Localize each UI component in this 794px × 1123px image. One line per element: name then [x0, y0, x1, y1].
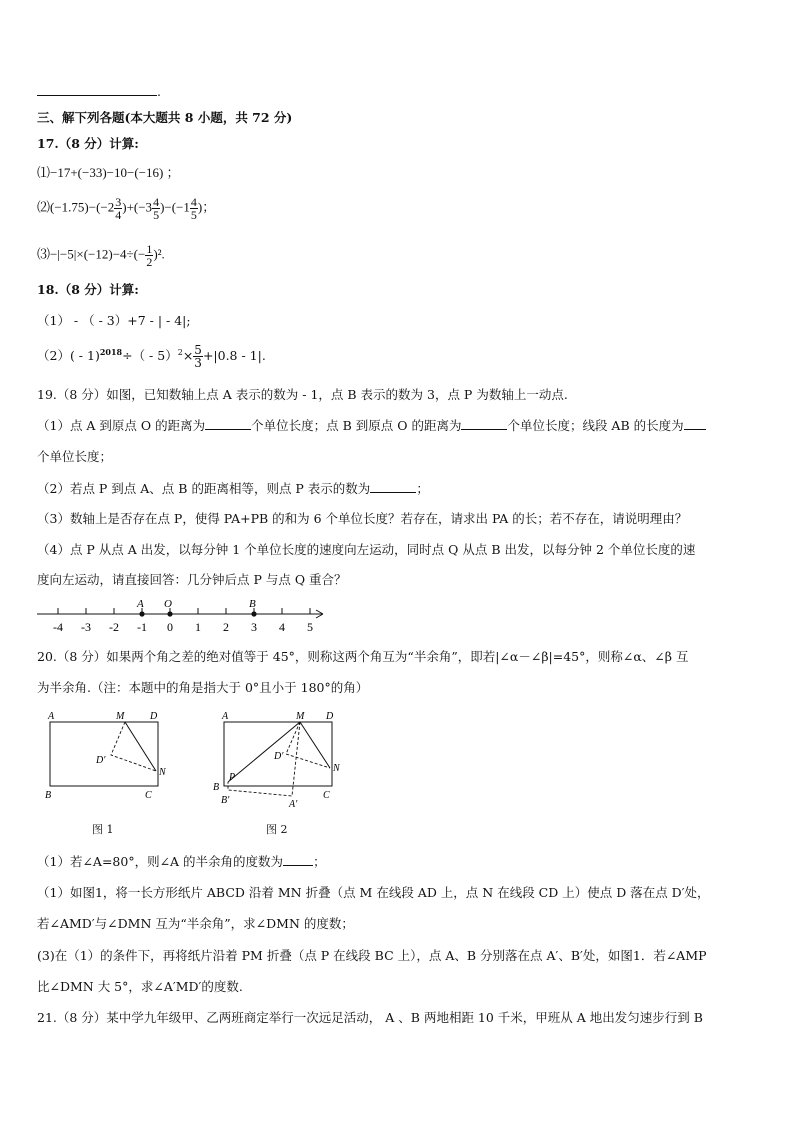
- fig2-label-aprime: A′: [289, 799, 298, 810]
- q19-part4-cont: 度向左运动，请直接回答：几分钟后点 P 与点 Q 重合？: [37, 572, 347, 587]
- q19-heading: 19.（8 分）如图，已知数轴上点 A 表示的数为 - 1，点 B 表示的数为 3，点 P 为数轴上一动点.: [37, 387, 568, 402]
- fig1-label-a: A: [48, 711, 55, 722]
- number-line-tick-label: 4: [279, 620, 285, 634]
- fig2-fold-dashed-1: [286, 722, 330, 768]
- q19-part1: （1）点 A 到原点 O 的距离为 个单位长度；点 B 到原点 O 的距离为 个单位长度；线段 AB 的长度为: [37, 418, 706, 434]
- q19-part3: （3）数轴上是否存在点 P，使得 PA+PB 的和为 6 个单位长度？若存在，请求出 PA 的长；若不存在，请说明理由？: [37, 511, 688, 526]
- fig1-caption: 图 1: [92, 823, 114, 836]
- number-line-tick-label: 5: [307, 620, 313, 634]
- q17-part2: ⑵(−1.75)−(−2 $\frac{3}{4}$ )+(−3 $\frac{4}{5}$ )−(−1 $\frac{4}{5}$ )；: [37, 195, 216, 222]
- point-b-dot: [251, 611, 256, 616]
- q18-heading: 18.（8 分）计算:: [37, 282, 139, 297]
- q20-part3-cont: 比∠DMN 大 5°，求∠A′MD′的度数.: [37, 979, 243, 994]
- fig2-label-b: B: [213, 782, 220, 793]
- fig2-fold-pm: [228, 722, 300, 782]
- q19-part4: （4）点 P 从点 A 出发，以每分钟 1 个单位长度的速度向左运动，同时点 Q 从点 B 出发，以每分钟 2 个单位长度的速: [37, 542, 696, 557]
- q17-part3: ⑶−|−5|×(−12)−4÷(− $\frac{1}{2}$ )².: [37, 242, 165, 269]
- figure-2: [210, 708, 350, 812]
- fig2-caption: 图 2: [266, 823, 288, 836]
- fig1-rectangle: [50, 722, 158, 786]
- number-line-tick-label: -3: [81, 620, 91, 634]
- q17-part1: ⑴−17+(−33)−10−(−16) ；: [37, 165, 180, 180]
- fig2-label-c: C: [323, 790, 330, 801]
- fig2-label-p: P: [229, 772, 236, 783]
- number-line-tick-label: 3: [251, 620, 257, 634]
- point-o-label: O: [164, 598, 172, 610]
- q17-heading: 17.（8 分）计算:: [37, 136, 139, 151]
- fig1-label-b: B: [45, 790, 52, 800]
- number-line-tick-label: 1: [195, 620, 201, 634]
- q20-part3: (3)在（1）的条件下，再将纸片沿着 PM 折叠（点 P 在线段 BC 上），点 A、B 分别落在点 A′、B′处，如图1．若∠AMP: [37, 948, 707, 963]
- figure-1: [40, 708, 170, 800]
- q19-part1-cont: 个单位长度；: [37, 449, 113, 464]
- fig1-label-n: N: [159, 767, 166, 778]
- point-a-dot: [139, 611, 144, 616]
- q20-part1-cont: 若∠AMD′与∠DMN 互为“半余角”，求∠DMN 的度数；: [37, 916, 354, 931]
- point-o-dot: [167, 611, 172, 616]
- q20-part0: （1）若∠A=80°，则∠A 的半余角的度数为 ；: [37, 854, 326, 869]
- q20-part1: （1）如图1，将一长方形纸片 ABCD 沿着 MN 折叠（点 M 在线段 AD 上，点 N 在线段 CD 上）使点 D 落在点 D′处，: [37, 885, 710, 900]
- fig2-label-dprime: D′: [274, 751, 284, 762]
- fig1-label-c: C: [145, 790, 152, 800]
- fig2-label-m: M: [296, 711, 305, 722]
- fig2-label-bprime: B′: [221, 795, 230, 806]
- number-line-tick-label: -4: [53, 620, 63, 634]
- q20-heading: 20.（8 分）如果两个角之差的绝对值等于 45°，则称这两个角互为“半余角”，即若|∠α－∠β|=45°，则称∠α、∠β 互: [37, 649, 689, 664]
- fig2-label-a: A: [222, 711, 229, 722]
- fig2-label-n: N: [333, 763, 340, 774]
- top-answer-blank: .: [37, 84, 161, 100]
- number-line-figure: [33, 596, 333, 636]
- q20-heading-cont: 为半余角.（注：本题中的角是指大于 0°且小于 180°的角）: [37, 680, 369, 695]
- number-line-tick-label: -1: [137, 620, 147, 634]
- fig2-fold-dashed-2: [228, 722, 300, 796]
- point-a-label: A: [137, 598, 144, 610]
- number-line-tick-label: -2: [109, 620, 119, 634]
- q19-part2: （2）若点 P 到点 A、点 B 的距离相等，则点 P 表示的数为 ；: [37, 481, 429, 496]
- point-b-label: B: [249, 598, 256, 610]
- q18-part1: （1） - （ - 3）+7 - | - 4|;: [37, 313, 191, 328]
- number-line-tick-label: 0: [167, 620, 173, 634]
- fig2-label-d: D: [326, 711, 334, 722]
- fig2-fold-mn: [300, 722, 330, 768]
- q18-part2: （2）( - 1)$^{2018}$÷（ - 5）$^2$× $\frac{5}{3}$ +|0.8 - 1|.: [37, 343, 266, 371]
- fig1-fold-mn: [125, 722, 156, 771]
- fig1-label-d: D: [150, 711, 158, 722]
- fig1-fold-dashed: [111, 722, 156, 771]
- fig1-label-dprime: D′: [96, 755, 106, 766]
- section-title: 三、解下列各题(本大题共 8 小题，共 72 分): [37, 110, 293, 125]
- q21-text: 21.（8 分）某中学九年级甲、乙两班商定举行一次远足活动， A 、B 两地相距 10 千米，甲班从 A 地出发匀速步行到 B: [37, 1010, 703, 1025]
- fig1-label-m: M: [116, 711, 125, 722]
- number-line-tick-label: 2: [223, 620, 229, 634]
